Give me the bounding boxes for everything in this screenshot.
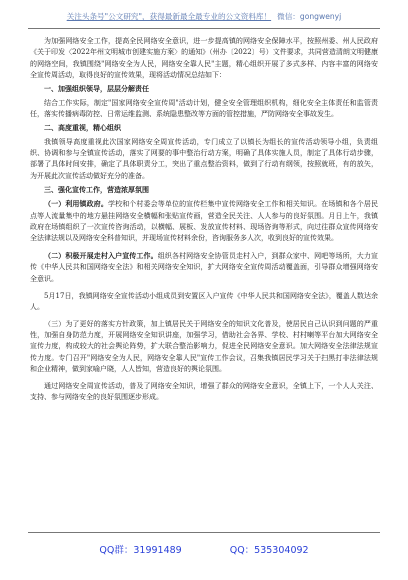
header-rule [28, 28, 380, 29]
section-4-paragraph: （三）为了更好的落实方针政策，加上镇居民关于网络安全的知识文化普及，使居民自己认识到问题的严重性，加强自身防范力度，开展网络安全知识讲座，加强学习，借助社会各界、学校、村村喇等平台加大网络安全宣传力度，构成较大的社会舆论阵势，扩大联合整治影响力，促进全民网络安全意识。加大网络安全法律法规宣传力度。专门召开"网络安全为人民，网络安全靠人民"宣传工作会议，召集我镇居民学习关于扫黑打非法律法规和企业精神，做到家喻户晓，人人皆知，营造良好的舆论氛围。 [30, 319, 378, 373]
paragraph-2: 我镇领导高度重视此次国家网络安全周宣传活动，专门成立了以镇长为组长的宣传活动领导小组，负责组织、协调和参与全镇宣传活动，落实了网要的事中整治行动方案，明确了具体实施人员，制定了具体行动步骤，部署了具体时间安排，确定了具体职责分工，突出了重点整治资料，做到了行动有纲领，按照就班，有的放矢，为开展此次宣传活动做好充分的准备。 [30, 137, 378, 180]
heading-1: 一、加强组织领导，层层分解责任 [44, 85, 149, 94]
heading-2: 二、高度重视，精心组织 [44, 124, 121, 133]
section-1-text: 学校和个村委会等单位的宣传栏集中宣传网络安全工作和相关知识。在场镇和各个居民点等人流量集中的地方悬挂网络安全横幅和张贴宣传画，营造全民关注、人人参与的良好氛围。月日上午，我镇政府在场镇组织了一次宣传咨询活动，以横幅、展板、发放宣传材料、现场咨询等形式，向过往群众宣传网络安全法律法规以及网络安全科普知识，并现场宣传材料余份，咨询服务多人次，收到良好的宣传效果。 [30, 200, 379, 243]
conclusion-paragraph: 通过网络安全周宣传活动，普及了网络安全知识，增强了群众的网络安全意识，全镇上下，一个人人关注、支持、参与网络安全的良好氛围逐步形成。 [30, 381, 378, 401]
header-banner-wechat-text[interactable]: 微信：gongwenyj [277, 12, 342, 21]
section-2-text: 组织各村网络安全协管员走村入户，到群众家中、网吧等场所，大力宣传《中华人民共和国网络安全法》和相关网络安全知识，扩大网络安全宣传周活动覆盖面，引导群众增强网络安全意识。 [30, 252, 379, 283]
section-3-paragraph: 5月17日，我镇网络安全宣传活动小组成员到安置区入户宣传《中华人民共和国网络安全法》，覆盖人数达余人。 [30, 291, 378, 311]
footer-contact [28, 545, 380, 557]
heading-3: 三、强化宣传工作，营造浓厚氛围 [44, 185, 149, 194]
footer-qq-number[interactable]: QQ：535304092 [229, 545, 309, 556]
section-1-paragraph [30, 198, 378, 244]
intro-paragraph: 为加强网络安全工作，提高全民网络安全意识，进一步提高镇的网络安全保障水平，按照州委、州人民政府《关于印发〈2022年州文明城市创建实施方案〉的通知》（州办〔2022〕号）文件要求，共同营造清朗文明健康的网络空间，我镇围绕"网络安全为人民，网络安全靠人民"主题，精心组织开展了多式多样、内容丰富的网络安全宣传周活动，取得良好的宣传效果，现将活动情况总结如下： [30, 37, 378, 79]
section-2-paragraph [30, 250, 378, 285]
header-banner-promo-text[interactable]: 关注头条号"公文研究"，获得最新最全最专业的公文资料库！ [66, 12, 272, 21]
section-2-subheading: （二）积极开展走村入户宣传工作。 [44, 251, 158, 261]
document-body [30, 36, 378, 403]
section-1-subheading: （一）利用镇政府。 [44, 199, 108, 209]
footer-qq-group[interactable]: QQ群：31991489 [99, 545, 182, 556]
header-banner [28, 12, 380, 22]
footer-rule [28, 532, 380, 533]
paragraph-1: 结合工作实际，制定"国家网络安全宣传周"活动计划，健全安全管理组织机构，细化安全主体责任和监管责任，落实传播病毒防控、日常运维监测、系统隐患整改等方面的管控措施，严防网络安全事故发生。 [30, 98, 378, 118]
